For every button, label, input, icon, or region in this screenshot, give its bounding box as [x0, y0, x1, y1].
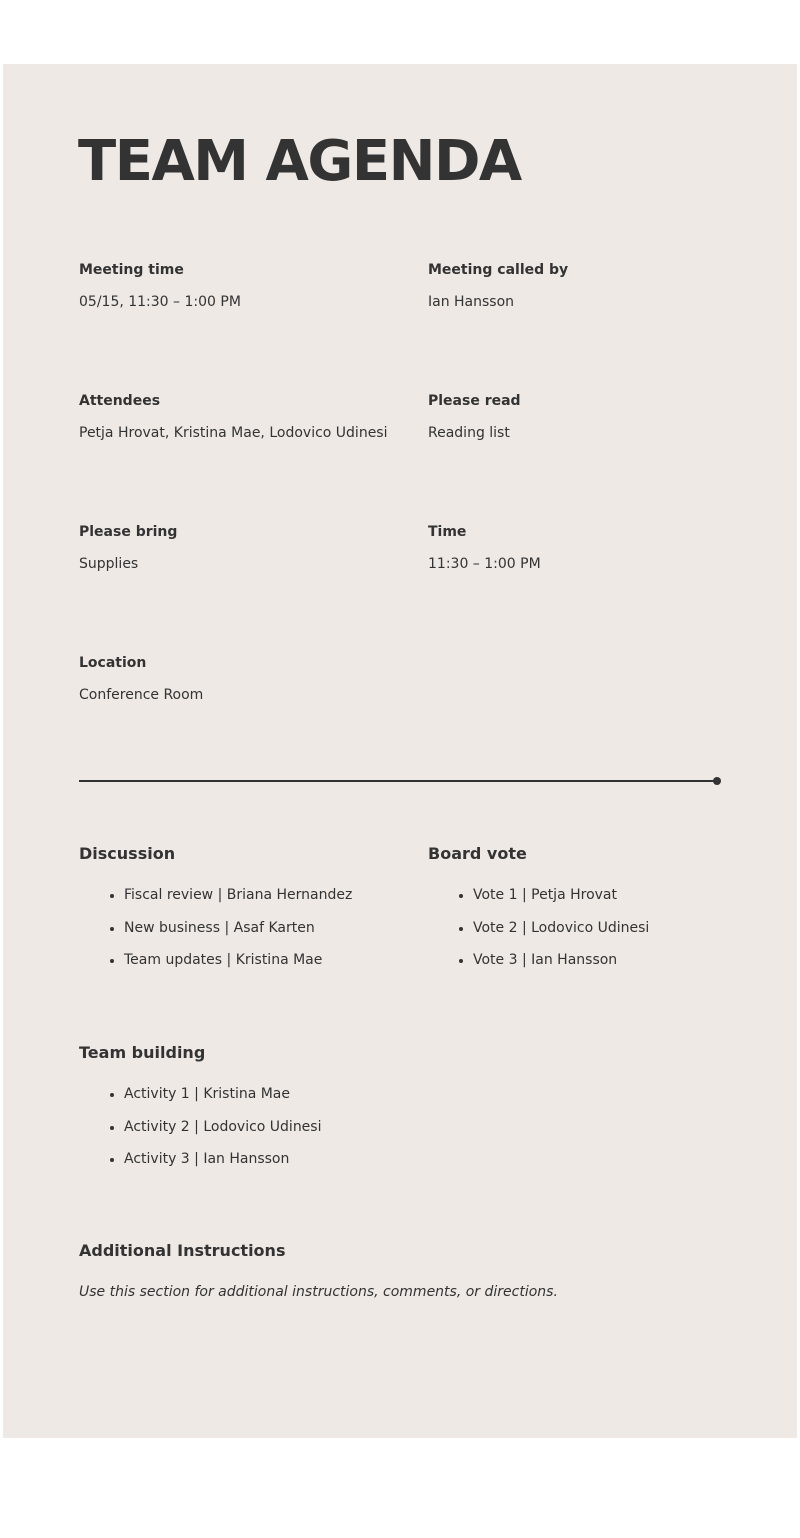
- list-item: • Team updates | Kristina Mae: [124, 951, 409, 969]
- please-bring-field: [79, 523, 409, 573]
- board-vote-section: [428, 844, 758, 984]
- list-item: • Activity 1 | Kristina Mae: [124, 1085, 409, 1103]
- called-by-value: Ian Hansson: [428, 294, 515, 310]
- list-item: • Activity 3 | Ian Hansson: [124, 1150, 409, 1168]
- please-read-value: Reading list: [428, 425, 510, 441]
- meeting-time-field: [79, 261, 409, 311]
- divider-dot: [713, 777, 721, 785]
- time-value: 11:30 – 1:00 PM: [428, 556, 541, 572]
- page-title: TEAM AGENDA: [78, 129, 521, 194]
- list-item: • Vote 1 | Petja Hrovat: [473, 886, 758, 904]
- meeting-time-label: Meeting time: [79, 262, 184, 278]
- discussion-heading: Discussion: [79, 844, 176, 863]
- location-field: [79, 654, 409, 704]
- attendees-field: [79, 392, 409, 442]
- additional-instructions-section: [79, 1241, 679, 1301]
- board-vote-heading: Board vote: [428, 844, 527, 863]
- additional-instructions-text: Use this section for additional instructions, comments, or directions.: [79, 1284, 558, 1300]
- discussion-section: [79, 844, 409, 984]
- meeting-time-value: 05/15, 11:30 – 1:00 PM: [79, 294, 241, 310]
- attendees-value: Petja Hrovat, Kristina Mae, Lodovico Udinesi: [79, 425, 388, 441]
- please-bring-label: Please bring: [79, 524, 178, 540]
- list-item: • New business | Asaf Karten: [124, 919, 409, 937]
- list-item: • Vote 2 | Lodovico Udinesi: [473, 919, 758, 937]
- team-building-heading: Team building: [79, 1043, 206, 1062]
- list-item: • Vote 3 | Ian Hansson: [473, 951, 758, 969]
- called-by-label: Meeting called by: [428, 262, 569, 278]
- team-building-section: [79, 1043, 409, 1183]
- please-read-label: Please read: [428, 393, 521, 409]
- agenda-card: [3, 64, 797, 1438]
- called-by-field: [428, 261, 758, 311]
- please-bring-value: Supplies: [79, 556, 139, 572]
- divider-line: [79, 780, 717, 782]
- team-building-list: [79, 1085, 409, 1168]
- board-vote-list: [428, 886, 758, 969]
- list-item: • Fiscal review | Briana Hernandez: [124, 886, 409, 904]
- time-field: [428, 523, 758, 573]
- attendees-label: Attendees: [79, 393, 161, 409]
- time-label: Time: [428, 524, 467, 540]
- list-item: • Activity 2 | Lodovico Udinesi: [124, 1118, 409, 1136]
- discussion-list: [79, 886, 409, 969]
- please-read-field: [428, 392, 758, 442]
- location-label: Location: [79, 655, 147, 671]
- additional-instructions-heading: Additional Instructions: [79, 1241, 286, 1260]
- location-value: Conference Room: [79, 687, 204, 703]
